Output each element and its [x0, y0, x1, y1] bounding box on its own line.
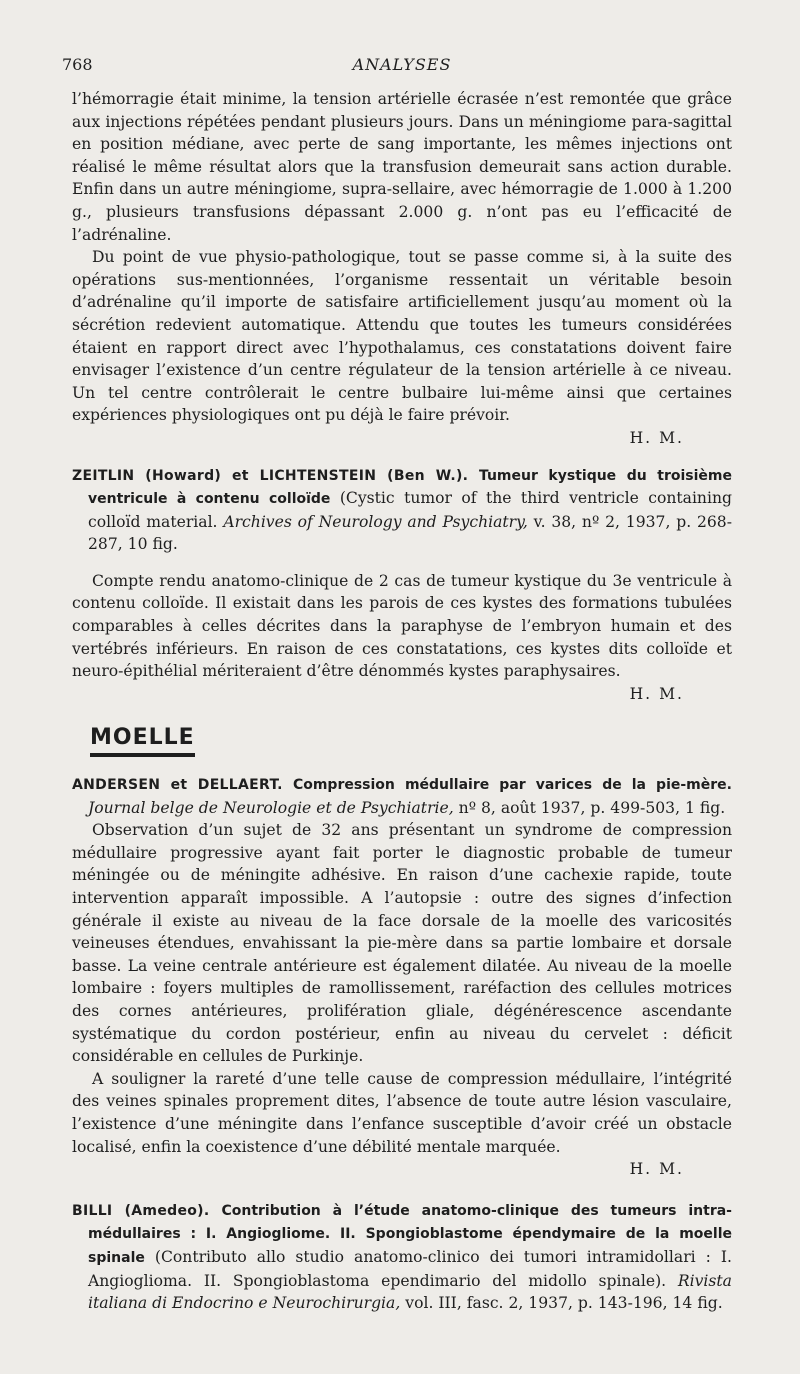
- citation-authors: ZEITLIN (Howard) et LICHTENSTEIN (Ben W.).: [72, 467, 469, 484]
- paragraph: A souligner la rareté d’une telle cause de compression médullaire, l’intégrité des veines spinales proprement dites, l’absence de toute autre lésion vasculaire, l’existence d’une méningite dans l’enfance susceptible d’avoir créé un obstacle localisé, enfin la coexistence d’une débilité mentale marquée.: [72, 1069, 732, 1156]
- signature: H. M.: [629, 1160, 684, 1179]
- citation-authors: ANDERSEN et DELLAERT.: [72, 777, 283, 794]
- citation-original-title: (Contributo allo studio anatomo-clinico dei tumori intramidollari : I. Angioglioma. II. Spongioblastoma ependimario del midollo spinale).: [88, 1247, 732, 1290]
- signature: H. M.: [629, 428, 684, 447]
- citation-journal: Rivista italiana di Endocrino e Neurochirurgia,: [88, 1271, 732, 1313]
- citation-block: [72, 773, 732, 819]
- review-zeitlin: [72, 464, 732, 706]
- citation-title: Tumeur kystique du troisième ventricule à contenu colloïde: [88, 467, 733, 508]
- section-title: MOELLE: [90, 727, 195, 757]
- continued-review: [72, 88, 732, 450]
- signature: H. M.: [629, 684, 684, 703]
- citation-block: [72, 1199, 732, 1315]
- citation-title: Compression médullaire par varices de la pie-mère.: [292, 777, 732, 794]
- paragraph: Observation d’un sujet de 32 ans présentant un syndrome de compression médullaire progressive ayant fait porter le diagnostic probable de tumeur méningée ou de méningite adhésive. En raison d’une cachexie rapide, toute intervention apparaît impossible. A l’autopsie : outre des signes d’infection générale il existe au niveau de la face dorsale de la moelle des varicosités veineuses étendues, envahissant la pie-mère dans sa partie lombaire et dorsale basse. La veine centrale antérieure est également dilatée. Au niveau de la moelle lombaire : foyers multiples de ramollissement, raréfaction des cellules motrices des cornes antérieures, prolifération gliale, dégénérescence ascendante systématique du cordon postérieur, enfin au niveau du cervelet : déficit considérable en cellules de Purkinje.: [72, 821, 732, 1066]
- citation-authors: BILLI (Amedeo).: [72, 1202, 210, 1219]
- citation-title: Contribution à l’étude anatomo-clinique des tumeurs intra-médullaires : I. Angiogliome. II. Spongioblastome épendymaire de la moelle spinale: [88, 1202, 732, 1266]
- citation-block: [72, 464, 732, 556]
- citation-details: vol. III, fasc. 2, 1937, p. 143-196, 14 fig.: [405, 1294, 723, 1313]
- review-andersen: [72, 773, 732, 1181]
- page-number: 768: [62, 55, 93, 74]
- paragraph: Du point de vue physio-pathologique, tout se passe comme si, à la suite des opérations sus-mentionnées, l’organisme ressentait un véritable besoin d’adrénaline qu’il importe de satisfaire artificiellement jusqu’au moment où la sécrétion redevient automatique. Attendu que toutes les tumeurs considérées étaient en rapport direct avec l’hypothalamus, ces constatations doivent faire envisager l’existence d’un centre régulateur de la tension artérielle à ce niveau. Un tel centre contrôlerait le centre bulbaire lui-même ainsi que certaines expériences physiologiques ont pu déjà le faire prévoir.: [72, 248, 732, 425]
- review-billi: [72, 1199, 732, 1315]
- citation-original-title: (Cystic tumor of the third ventricle containing colloïd material.: [88, 489, 732, 531]
- citation-details: v. 38, nº 2, 1937, p. 268-287, 10 fig.: [88, 512, 732, 554]
- page-content: [72, 88, 732, 1315]
- paragraph: l’hémorragie était minime, la tension artérielle écrasée n’est remontée que grâce aux injections répétées pendant plusieurs jours. Dans un méningiome para-sagittal en position médiane, avec perte de sang importante, les mêmes injections ont réalisé le même résultat alors que la transfusion demeurait sans action durable. Enfin dans un autre méningiome, supra-sellaire, avec hémorragie de 1.000 à 1.200 g., plusieurs transfusions dépassant 2.000 g. n’ont pas eu l’efficacité de l’adrénaline.: [72, 90, 732, 244]
- page-header: [62, 55, 742, 77]
- paragraph: Compte rendu anatomo-clinique de 2 cas de tumeur kystique du 3e ventricule à contenu colloïde. Il existait dans les parois de ces kystes des formations tubulées comparables à celles décrites dans la paraphyse de l’embryon humain et des vertébrés inférieurs. En raison de ces constatations, ces kystes dits colloïde et neuro-épithélial mériteraient d’être dénommés kystes paraphysaires.: [72, 571, 732, 681]
- citation-journal: Archives of Neurology and Psychiatry,: [223, 512, 528, 531]
- section-heading: [90, 727, 732, 757]
- citation-details: nº 8, août 1937, p. 499-503, 1 fig.: [458, 798, 726, 817]
- citation-journal: Journal belge de Neurologie et de Psychiatrie,: [88, 798, 454, 817]
- running-title: ANALYSES: [352, 55, 452, 74]
